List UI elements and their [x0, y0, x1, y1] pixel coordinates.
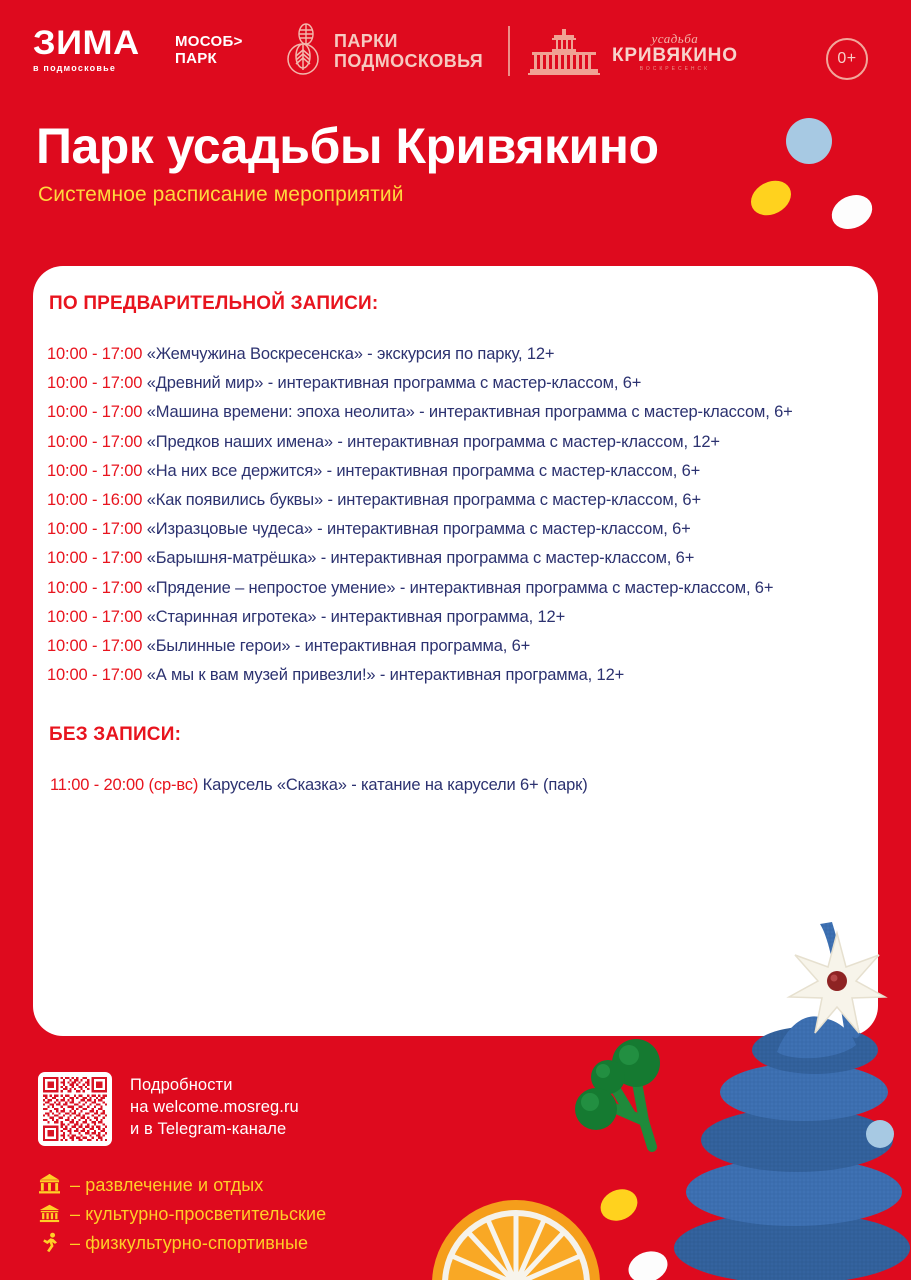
event-time: 10:00 - 17:00 [47, 374, 143, 393]
event-description: «Старинная игротека» - интерактивная программа, 12+ [142, 607, 566, 626]
title-block [36, 118, 796, 208]
logo-parki-line1: ПАРКИ [334, 31, 398, 51]
event-time: 10:00 - 17:00 [47, 666, 143, 685]
legend-label-entertainment: – развлечение и отдых [70, 1174, 264, 1195]
logo-zima-subtitle: в подмосковье [33, 63, 117, 73]
event-description: «Прядение – непростое умение» - интерактивная программа с мастер-классом, 6+ [142, 578, 774, 597]
event-time: 10:00 - 17:00 [47, 549, 143, 568]
legend-item-cultural [36, 1199, 326, 1228]
logo-krivyakino-script: усадьба [651, 30, 699, 46]
logo-zima [33, 26, 155, 73]
event-description: «Изразцовые чудеса» - интерактивная программа с мастер-классом, 6+ [142, 520, 691, 539]
event-description: «Жемчужина Воскресенска» - экскурсия по парку, 12+ [142, 345, 555, 363]
schedule-card [33, 266, 878, 1036]
qr-caption [130, 1072, 299, 1140]
logo-zima-word: ЗИМА [33, 24, 140, 62]
event-description: «Машина времени: эпоха неолита» - интерактивная программа с мастер-классом, 6+ [142, 403, 793, 422]
event-row [47, 486, 868, 515]
event-time: 10:00 - 17:00 [47, 461, 143, 480]
page-subtitle: Системное расписание мероприятий [38, 183, 404, 206]
qr-caption-line1: Подробности [130, 1076, 233, 1094]
event-time: 10:00 - 17:00 [47, 520, 143, 539]
event-time: 10:00 - 17:00 [47, 578, 143, 597]
age-rating-label: 0+ [837, 50, 857, 67]
event-time: 10:00 - 17:00 [47, 432, 143, 451]
header-divider [508, 26, 510, 76]
event-description: «Былинные герои» - интерактивная программа, 6+ [142, 637, 531, 656]
orange-slice-decor [428, 1188, 604, 1280]
event-row [47, 515, 868, 544]
event-row [47, 457, 868, 486]
logo-parki-line2: ПОДМОСКОВЬЯ [334, 51, 484, 71]
qr-block [38, 1072, 299, 1146]
logo-mosoblpark [175, 33, 265, 67]
event-description: «Древний мир» - интерактивная программа с мастер-классом, 6+ [142, 374, 642, 393]
legend-item-entertainment [36, 1170, 326, 1199]
event-description: «На них все держится» - интерактивная программа с мастер-классом, 6+ [142, 461, 701, 480]
event-row [47, 428, 868, 457]
logo-krivyakino-name: КРИВЯКИНО [612, 44, 738, 66]
museum-icon [36, 1202, 62, 1226]
confetti-blue-circle-2 [866, 1120, 894, 1148]
event-description: «Барышня-матрёшка» - интерактивная программа с мастер-классом, 6+ [142, 549, 695, 568]
event-time: 10:00 - 17:00 [47, 345, 143, 363]
qr-code[interactable] [38, 1072, 112, 1146]
manor-building-icon [528, 27, 600, 77]
running-person-icon [36, 1231, 62, 1255]
event-row [47, 632, 868, 661]
event-row [47, 340, 868, 369]
pinecone-tree-icon [283, 23, 327, 79]
logo-mosoblpark-line2: ПАРК [175, 50, 217, 67]
event-time: 10:00 - 17:00 [47, 607, 143, 626]
age-rating-badge [826, 38, 868, 80]
logo-parki-text [334, 31, 483, 71]
logo-krivyakino [528, 24, 738, 80]
no-booking-event-list [47, 771, 868, 800]
event-description: «А мы к вам музей привезли!» - интерактивная программа, 12+ [142, 666, 625, 685]
legend-item-sport [36, 1228, 326, 1257]
logo-krivyakino-subtitle: ВОСКРЕСЕНСК [639, 65, 711, 72]
section-title-by-booking: ПО ПРЕДВАРИТЕЛЬНОЙ ЗАПИСИ: [49, 293, 379, 314]
carousel-icon [36, 1173, 62, 1197]
logo-parki-podmoskovya [283, 22, 483, 80]
confetti-white-ellipse-2 [624, 1246, 672, 1280]
legend-label-sport: – физкультурно-спортивные [70, 1232, 309, 1253]
booking-event-list [47, 340, 868, 690]
confetti-white-ellipse [826, 189, 878, 236]
page-title: Парк усадьбы Кривякино [36, 118, 659, 174]
event-row [47, 544, 868, 573]
legend [36, 1170, 326, 1257]
logo-mosoblpark-line1: МОСОБ> [175, 33, 243, 50]
green-berry-sprig-decor [552, 1025, 682, 1160]
event-row [47, 661, 868, 690]
confetti-yellow-ellipse-2 [596, 1184, 643, 1227]
logo-krivyakino-text [612, 32, 738, 73]
event-time: 10:00 - 17:00 [47, 637, 143, 656]
event-time: 10:00 - 17:00 [47, 403, 143, 422]
legend-label-cultural: – культурно-просветительские [70, 1203, 327, 1224]
event-time: 11:00 - 20:00 (ср-вс) [50, 776, 199, 795]
event-row [47, 574, 868, 603]
event-row [47, 398, 868, 427]
event-description: «Как появились буквы» - интерактивная программа с мастер-классом, 6+ [142, 491, 701, 510]
event-row [50, 771, 868, 800]
qr-caption-line3: и в Telegram-канале [130, 1120, 287, 1138]
event-row [47, 603, 868, 632]
event-time: 10:00 - 16:00 [47, 491, 143, 510]
section-title-no-booking: БЕЗ ЗАПИСИ: [49, 724, 182, 746]
qr-caption-line2: на welcome.mosreg.ru [130, 1098, 299, 1116]
event-description: «Предков наших имена» - интерактивная программа с мастер-классом, 12+ [142, 432, 720, 451]
header-logo-bar [0, 0, 911, 100]
event-row [47, 369, 868, 398]
confetti-blue-circle [786, 118, 832, 164]
event-description: Карусель «Сказка» - катание на карусели 6+ (парк) [198, 776, 588, 795]
